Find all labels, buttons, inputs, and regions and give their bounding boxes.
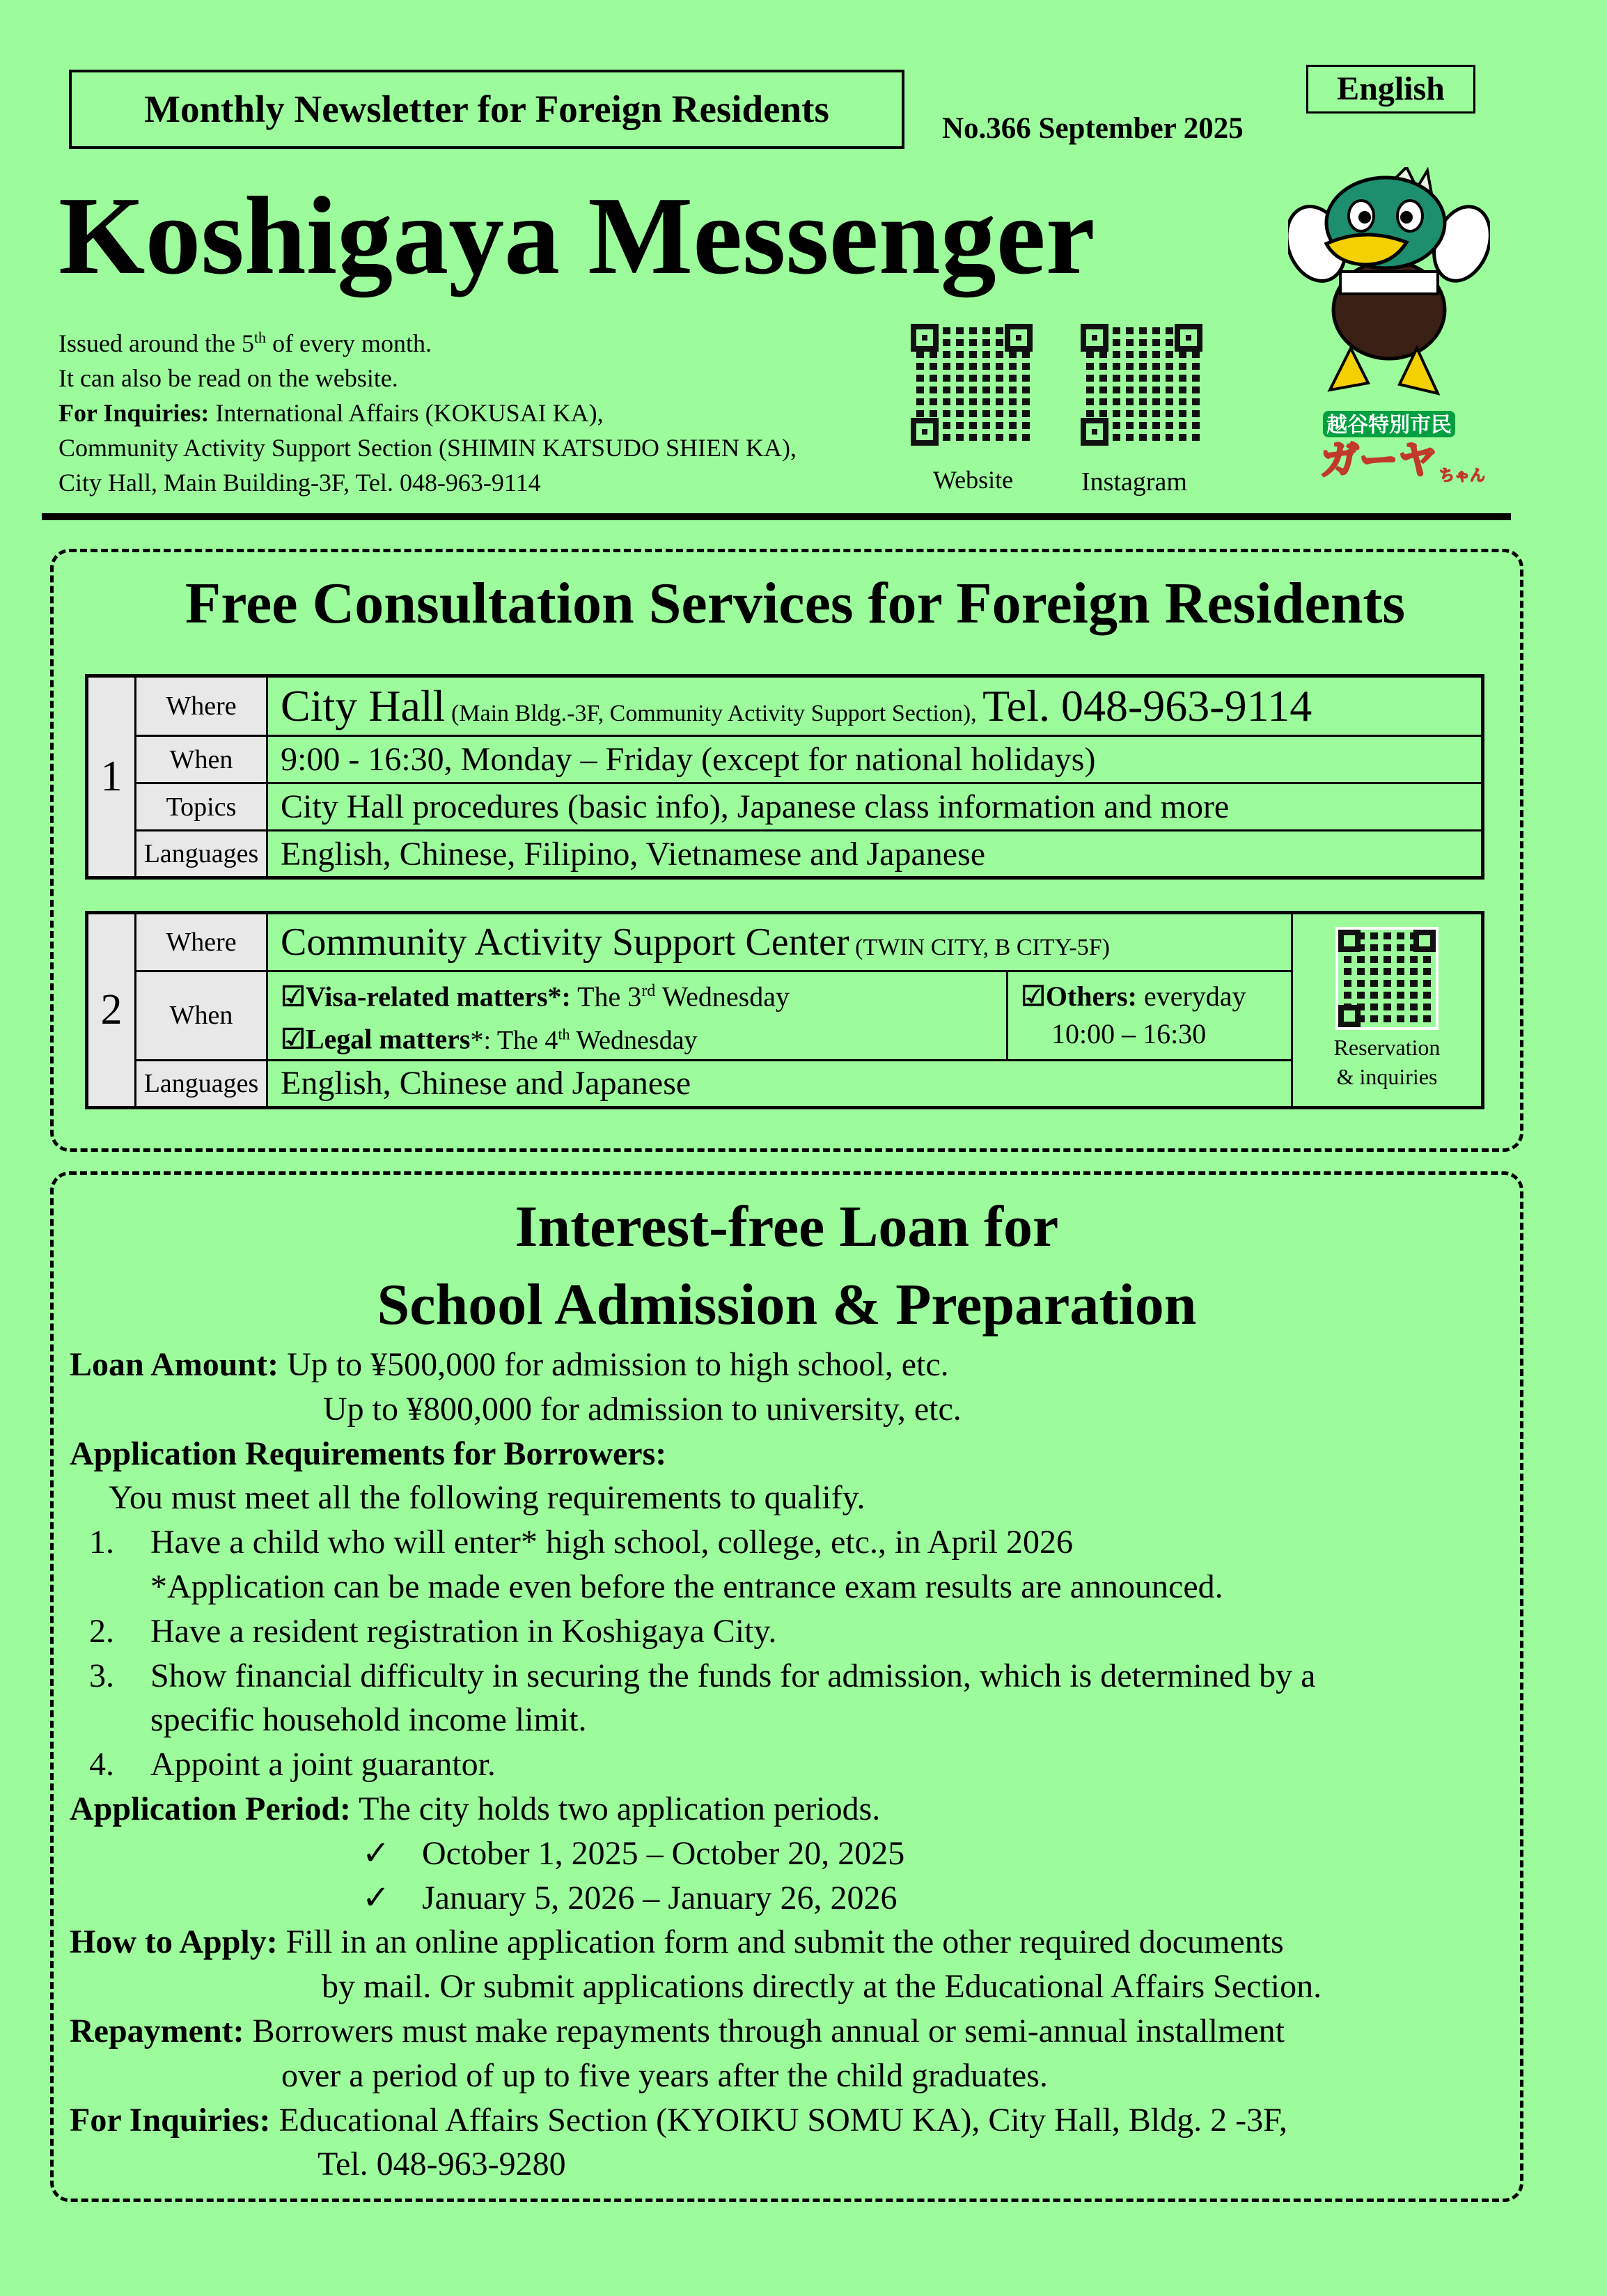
loan-amount-line-2: Up to ¥800,000 for admission to university, etc. (323, 1390, 962, 1428)
languages-label: Languages (136, 831, 267, 878)
reservation-qr[interactable] (1292, 913, 1483, 1108)
requirements-intro: You must meet all the following requirements to qualify. (109, 1479, 865, 1517)
languages-label: Languages (136, 1060, 267, 1107)
service-1-where: City Hall (Main Bldg.-3F, Community Activity Support Section), Tel. 048-963-9114 (267, 676, 1483, 736)
service-2-where: Community Activity Support Center (TWIN CITY, B CITY-5F) (267, 913, 1292, 971)
list-item: 4. Appoint a joint guarantor. (89, 1746, 496, 1783)
when-label: When (136, 971, 267, 1061)
topics-label: Topics (136, 783, 267, 831)
inquiries-line: For Inquiries: International Affairs (KOKUSAI KA), (58, 399, 604, 427)
website-label: Website (933, 466, 1014, 494)
where-label: Where (136, 676, 267, 736)
issue-number: No.366 September 2025 (942, 112, 1244, 145)
list-item: 3. Show financial difficulty in securing the funds for admission, which is determined by a (89, 1657, 1316, 1694)
service-2-number: 2 (87, 913, 136, 1108)
inquiries-section: Community Activity Support Section (SHIMIN KATSUDO SHIEN KA), (58, 434, 797, 462)
requirements-heading: Application Requirements for Borrowers: (70, 1435, 667, 1472)
service-2-others: ☑Others: everyday 10:00 – 16:30 (1008, 971, 1292, 1061)
loan-amount-line: Loan Amount: Up to ¥500,000 for admission to high school, etc. (70, 1346, 949, 1383)
repay-line-2: over a period of up to five years after the child graduates. (281, 2056, 1048, 2094)
where-label: Where (136, 913, 267, 971)
inquiries-address: City Hall, Main Building-3F, Tel. 048-963-9114 (58, 469, 541, 497)
issue-schedule: Issued around the 5th of every month. (58, 329, 432, 357)
when-label: When (136, 736, 267, 783)
consultation-title: Free Consultation Services for Foreign Residents (185, 571, 1406, 636)
check-icon: ✓ (362, 1879, 391, 1916)
language-badge: English (1306, 65, 1475, 114)
list-item: 2. Have a resident registration in Koshigaya City. (89, 1612, 777, 1650)
instagram-qr-code[interactable] (1081, 324, 1202, 446)
period-item: ✓ January 5, 2026 – January 26, 2026 (70, 1876, 1322, 1921)
apply-line-2: by mail. Or submit applications directly at the Educational Affairs Section. (322, 1968, 1322, 2006)
service-1-table (85, 674, 1484, 880)
legal-matters: ☑Legal matters*: The 4th Wednesday (281, 1023, 698, 1055)
service-1-languages: English, Chinese, Filipino, Vietnamese and Japanese (267, 831, 1483, 878)
website-note: It can also be read on the website. (58, 364, 398, 392)
loan-inquiries-tel: Tel. 048-963-9280 (318, 2146, 566, 2183)
check-icon: ✓ (362, 1834, 391, 1872)
list-item-note: *Application can be made even before the entrance exam results are announced. (150, 1568, 1223, 1605)
website-qr-code[interactable] (911, 324, 1033, 446)
instagram-label: Instagram (1081, 467, 1187, 497)
loan-details (70, 1343, 1322, 2187)
service-1-when: 9:00 - 16:30, Monday – Friday (except for national holidays) (267, 736, 1483, 783)
service-1-topics: City Hall procedures (basic info), Japanese class information and more (267, 783, 1483, 831)
header-divider (42, 513, 1511, 520)
service-2-table (85, 911, 1484, 1109)
svg-text:ガーヤ: ガーヤ (1320, 438, 1437, 483)
period-line: Application Period: The city holds two application periods. (70, 1790, 881, 1827)
service-1-number: 1 (87, 676, 136, 878)
visa-matters: ☑Visa-related matters*: The 3rd Wednesday (281, 981, 790, 1013)
svg-text:ちゃん: ちゃん (1439, 467, 1486, 485)
repay-line: Repayment: Borrowers must make repayments through annual or semi-annual installment (70, 2012, 1285, 2049)
list-item: 1. Have a child who will enter* high school, college, etc., in April 2026 (89, 1524, 1074, 1561)
header-info (58, 320, 797, 500)
service-2-when-schedule (267, 971, 1008, 1061)
apply-line: How to Apply: Fill in an online application form and submit the other required documents (70, 1923, 1284, 1961)
loan-inquiries-line: For Inquiries: Educational Affairs Section (KYOIKU SOMU KA), City Hall, Bldg. 2 -3F, (70, 2101, 1287, 2139)
list-item-cont: specific household income limit. (150, 1701, 587, 1739)
newsletter-label: Monthly Newsletter for Foreign Residents (69, 70, 904, 149)
loan-title: Interest-free Loan for School Admission & Preparation (377, 1194, 1197, 1337)
svg-text:越谷特別市民: 越谷特別市民 (1326, 413, 1452, 437)
mascot-gaaya-icon (1288, 167, 1490, 494)
inquiries-label: & inquiries (1336, 1064, 1438, 1089)
reservation-label: Reservation (1333, 1035, 1441, 1060)
reservation-qr-code[interactable] (1338, 930, 1436, 1027)
period-item: ✓ October 1, 2025 – October 20, 2025 (70, 1832, 1322, 1876)
page-title: Koshigaya Messenger (58, 173, 1095, 297)
service-2-languages: English, Chinese and Japanese (267, 1060, 1292, 1107)
